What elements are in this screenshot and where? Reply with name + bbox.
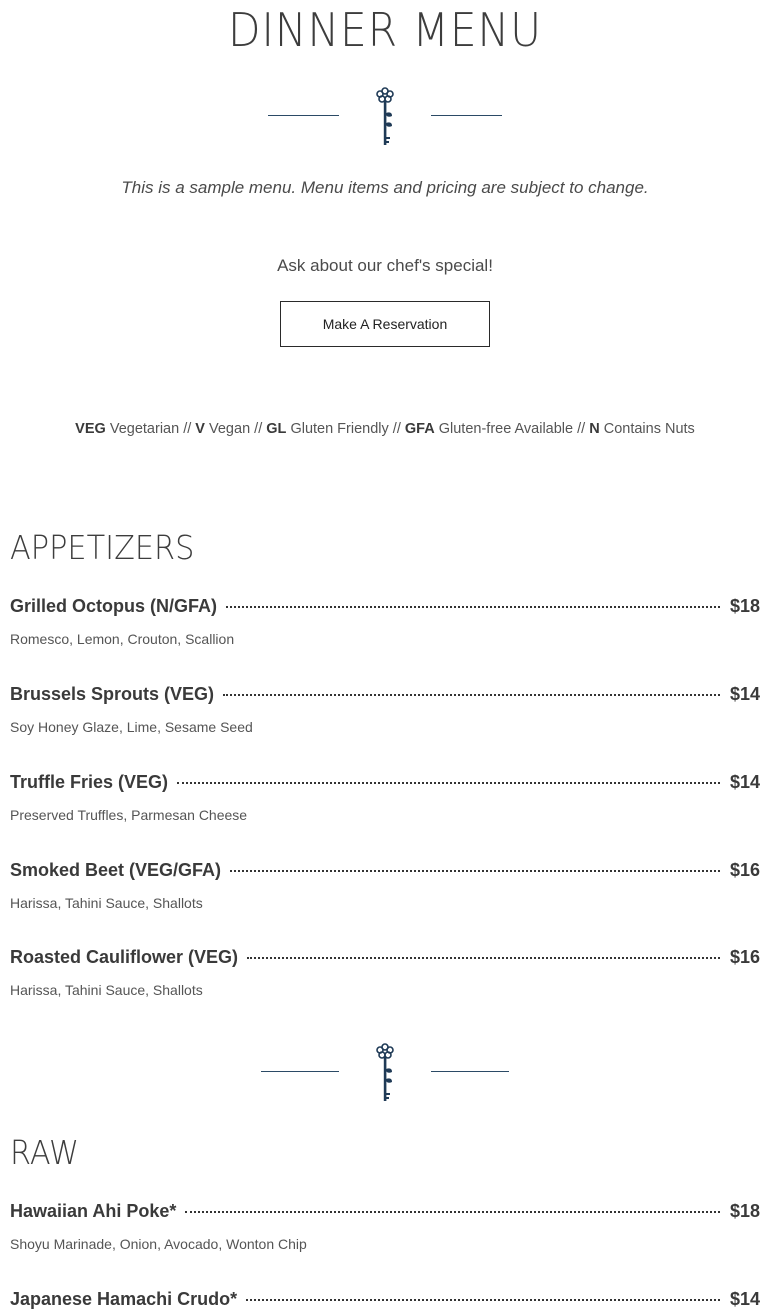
legend-code: VEG: [75, 421, 106, 437]
legend-separator: //: [577, 421, 586, 437]
item-price: $16: [729, 859, 760, 880]
item-price: $18: [729, 595, 760, 616]
item-description: Shoyu Marinade, Onion, Avocado, Wonton Chip: [10, 1236, 307, 1252]
section-title-raw: RAW: [10, 1133, 79, 1172]
item-description: Soy Honey Glaze, Lime, Sesame Seed: [10, 719, 253, 735]
dotted-leader: [185, 1211, 720, 1213]
legend-code: V: [195, 421, 205, 437]
menu-item: [10, 1199, 760, 1252]
legend-label: Vegan: [209, 421, 251, 437]
page-title: DINNER MENU: [227, 3, 542, 57]
item-description: Romesco, Lemon, Crouton, Scallion: [10, 631, 235, 647]
legend-label: Gluten-free Available: [438, 421, 574, 437]
divider-line-left: [261, 1071, 339, 1072]
item-name: Truffle Fries (VEG): [10, 771, 169, 792]
divider-line-left: [268, 115, 339, 116]
legend-separator: //: [254, 421, 263, 437]
item-name: Hawaiian Ahi Poke*: [10, 1200, 177, 1221]
divider-line-right: [431, 1071, 509, 1072]
item-name: Roasted Cauliflower (VEG): [10, 946, 239, 967]
item-price: $14: [729, 771, 760, 792]
menu-item: [10, 945, 760, 998]
item-name: Japanese Hamachi Crudo*: [10, 1288, 238, 1309]
legend-label: Gluten Friendly: [290, 421, 389, 437]
menu-item: [10, 1287, 760, 1311]
item-description: Preserved Truffles, Parmesan Cheese: [10, 807, 248, 823]
dotted-leader: [223, 694, 720, 696]
menu-disclaimer: This is a sample menu. Menu items and pricing are subject to change.: [121, 178, 649, 197]
legend-code: GFA: [404, 421, 435, 437]
item-price: $14: [729, 1288, 760, 1309]
item-price: $16: [729, 946, 760, 967]
menu-item: [10, 858, 760, 911]
dotted-leader: [226, 606, 720, 608]
item-description: Harissa, Tahini Sauce, Shallots: [10, 982, 203, 998]
legend-label: Vegetarian: [109, 421, 180, 437]
legend-separator: //: [183, 421, 192, 437]
dotted-leader: [246, 1299, 720, 1301]
dietary-legend: [0, 421, 770, 437]
ornament-divider: [261, 1041, 509, 1107]
dotted-leader: [247, 957, 720, 959]
item-price: $14: [729, 683, 760, 704]
legend-label: Contains Nuts: [603, 421, 695, 437]
item-name: Smoked Beet (VEG/GFA): [10, 859, 222, 880]
ornament-divider: [268, 85, 502, 151]
menu-item: [10, 770, 760, 823]
legend-separator: //: [392, 421, 401, 437]
dotted-leader: [230, 870, 720, 872]
key-ornament-icon: [373, 85, 397, 147]
make-reservation-button[interactable]: Make A Reservation: [280, 301, 490, 347]
item-name: Brussels Sprouts (VEG): [10, 683, 215, 704]
key-ornament-icon: [373, 1041, 397, 1103]
legend-code: N: [589, 421, 600, 437]
section-title-appetizers: APPETIZERS: [10, 528, 195, 567]
item-description: Harissa, Tahini Sauce, Shallots: [10, 895, 203, 911]
dotted-leader: [177, 782, 720, 784]
chef-special-note: Ask about our chef's special!: [277, 256, 493, 275]
menu-item: [10, 594, 760, 647]
divider-line-right: [431, 115, 502, 116]
item-name: Grilled Octopus (N/GFA): [10, 595, 218, 616]
item-price: $18: [729, 1200, 760, 1221]
menu-item: [10, 682, 760, 735]
legend-code: GL: [266, 421, 287, 437]
